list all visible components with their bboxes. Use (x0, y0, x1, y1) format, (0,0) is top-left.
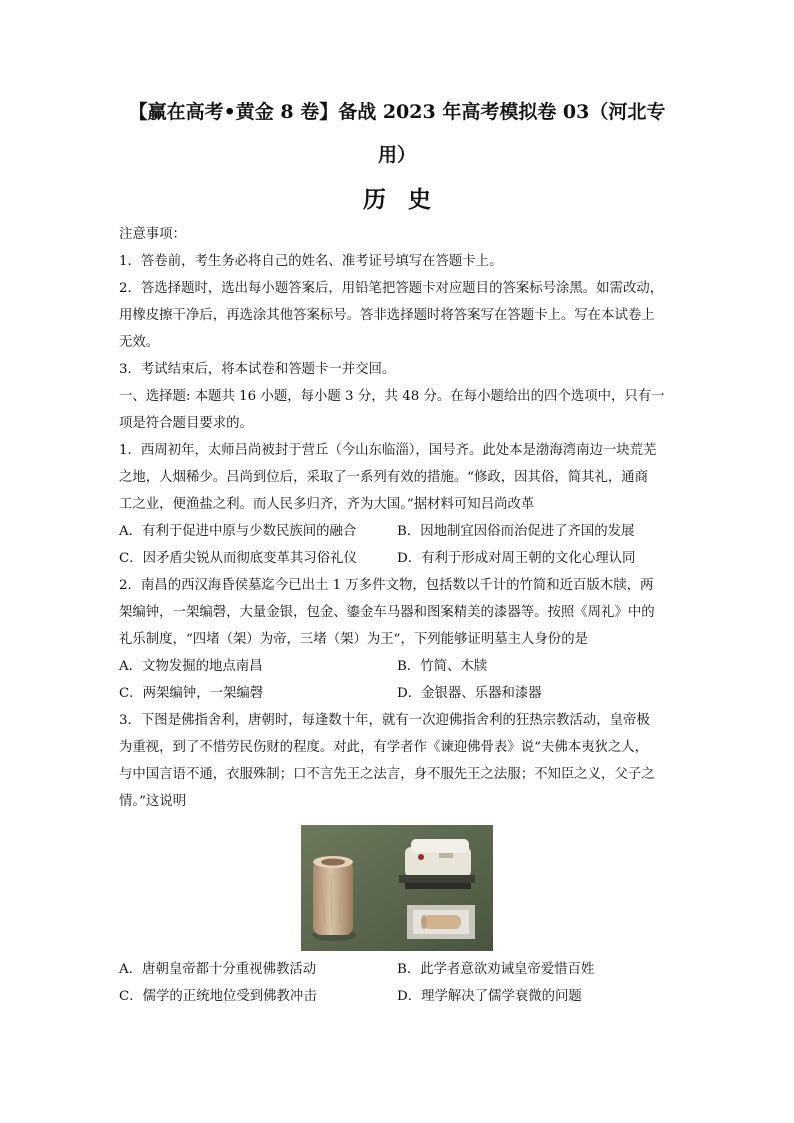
relic-illustration (301, 825, 493, 951)
notes-heading: 注意事项： (119, 227, 186, 242)
question-2-option-a: A．文物发掘的地点南昌 (119, 659, 263, 674)
question-2-option-d: D．金银器、乐器和漆器 (397, 686, 542, 701)
question-1-line2: 之地，人烟稀少。吕尚到位后，采取了一系列有效的措施。“修政，因其俗，简其礼，通商 (119, 470, 649, 485)
question-3-option-a: A．唐朝皇帝都十分重视佛教活动 (119, 962, 317, 977)
question-2-line1: 2．南昌的西汉海昏侯墓迄今已出土 1 万多件文物，包括数以千计的竹简和近百版木牍，两 (119, 578, 654, 593)
question-3-option-d: D．理学解决了儒学衰微的问题 (397, 989, 582, 1004)
notes-item-2-line3: 无效。 (119, 335, 160, 350)
question-2-line2: 架编钟，一架编磬，大量金银，包金、鎏金车马器和图案精美的漆器等。按照《周礼》中的 (119, 605, 655, 620)
question-1-line3: 工之业，便渔盐之利。而人民多归齐，齐为大国。”据材料可知吕尚改革 (119, 497, 535, 512)
question-2-option-c: C．两架编钟，一架编磬 (119, 686, 264, 701)
question-1-option-b: B．因地制宜因俗而治促进了齐国的发展 (397, 524, 635, 539)
question-3-line3: 与中国言语不通，衣服殊制；口不言先王之法言，身不服先王之法服；不知臣之义，父子之 (119, 767, 655, 782)
notes-item-3: 3．考试结束后，将本试卷和答题卡一并交回。 (119, 362, 396, 377)
section-instruction-line2: 项是符合题目要求的。 (119, 416, 253, 431)
exam-title-line1: 【赢在高考•黄金 8 卷】备战 2023 年高考模拟卷 03（河北专 (128, 101, 666, 123)
section-instruction-line1: 一、选择题: 本题共 16 小题，每小题 3 分，共 48 分。在每小题给出的四个选项中，只有一 (119, 389, 665, 404)
question-1-option-d: D．有利于形成对周王朝的文化心理认同 (397, 551, 636, 566)
question-3-option-c: C．儒学的正统地位受到佛教冲击 (119, 989, 317, 1004)
question-3-line1: 3．下图是佛指舍利，唐朝时，每逢数十年，就有一次迎佛指舍利的狂热宗教活动，皇帝极 (119, 713, 650, 728)
notes-item-2-line2: 用橡皮擦干净后，再选涂其他答案标号。答非选择题时将答案写在答题卡上。写在本试卷上 (119, 308, 655, 323)
question-3-line4: 情。”这说明 (119, 794, 187, 809)
notes-item-1: 1．答卷前，考生务必将自己的姓名、准考证号填写在答题卡上。 (119, 254, 503, 269)
question-1-option-c: C．因矛盾尖锐从而彻底变革其习俗礼仪 (119, 551, 357, 566)
subject-title: 历史 (363, 186, 453, 213)
question-3-line2: 为重视，到了不惜劳民伤财的程度。对此，有学者作《谏迎佛骨表》说“夫佛本夷狄之人， (119, 740, 649, 755)
question-2-option-b: B．竹简、木牍 (397, 659, 488, 674)
buddha-finger-relic-photo (301, 825, 493, 951)
exam-title-line2: 用） (377, 144, 416, 166)
question-1-option-a: A．有利于促进中原与少数民族间的融合 (119, 524, 357, 539)
notes-item-2-line1: 2．答选择题时，选出每小题答案后，用铅笔把答题卡对应题目的答案标号涂黑。如需改动， (119, 281, 664, 296)
question-2-line3: 礼乐制度，“四堵（架）为帝，三堵（架）为王”，下列能够证明墓主人身份的是 (119, 632, 588, 647)
question-1-line1: 1．西周初年，太师吕尚被封于营丘（今山东临淄），国号齐。此处本是渤海湾南边一块荒芜 (119, 443, 657, 458)
question-3-option-b: B．此学者意欲劝诫皇帝爱惜百姓 (397, 962, 595, 977)
